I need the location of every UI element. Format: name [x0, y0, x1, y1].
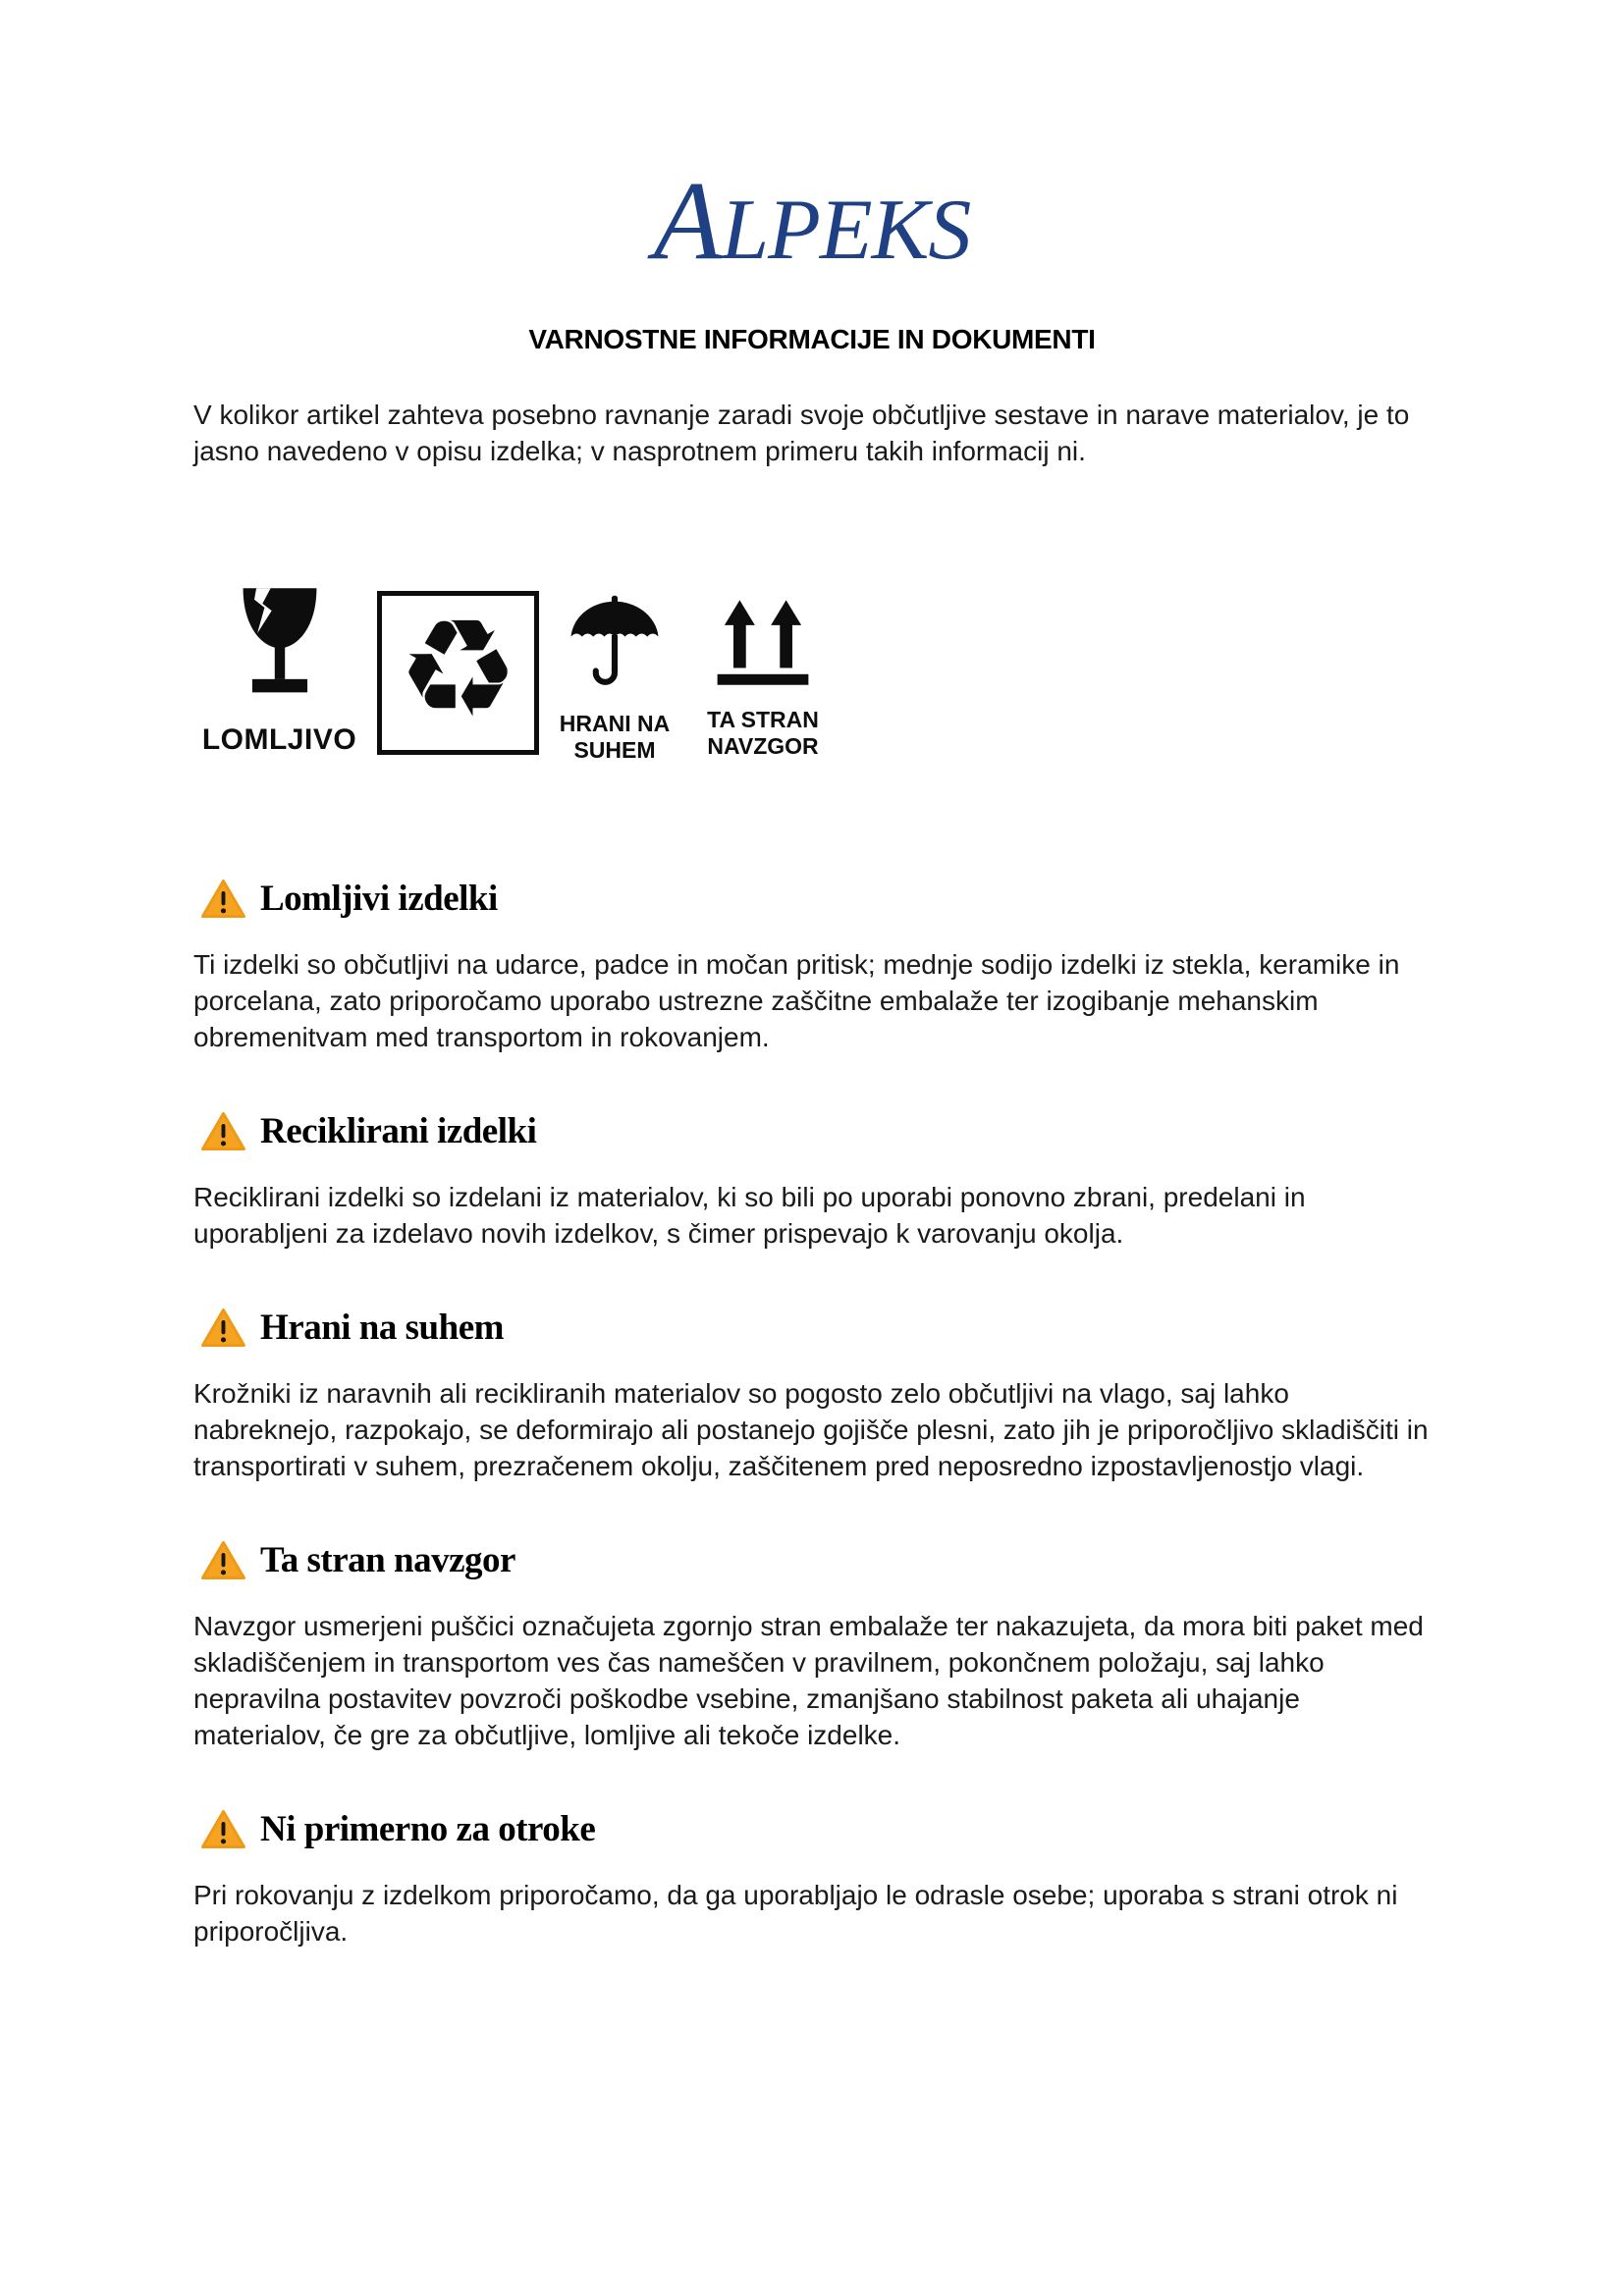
section-body: Ti izdelki so občutljivi na udarce, padce in močan pritisk; mednje sodijo izdelki iz stekla, keramike in porcelana, zato priporočamo uporabo ustrezne zaščitne embalaže ter izogibanje mehanskim obremenitvam med transportom in rokovanjem. [193, 949, 1400, 1052]
section-body: Krožniki iz naravnih ali recikliranih materialov so pogosto zelo občutljivi na vlago, saj lahko nabreknejo, razpokajo, se deformirajo ali postanejo gojišče plesni, zato jih je priporočljivo skladiščiti in transportirati v suhem, prezračenem okolju, zaščitenem pred neposredno izpostavljenostjo vlagi. [193, 1378, 1429, 1481]
section-heading-row [201, 1110, 1431, 1152]
recyclable-symbol [377, 591, 539, 755]
section-body: Reciklirani izdelki so izdelani iz materialov, ki so bili po uporabi ponovno zbrani, predelani in uporabljeni za izdelavo novih izdelkov, s čimer prispevajo k varovanju okolja. [193, 1182, 1306, 1249]
section-heading-row [201, 1539, 1431, 1581]
fragile-symbol [193, 585, 365, 757]
intro-paragraph: V kolikor artikel zahteva posebno ravnanje zaradi svoje občutljive sestave in narave materialov, je to jasno navedeno v opisu izdelka; v nasprotnem primeru takih informacij ni. [193, 400, 1410, 466]
warning-icon [201, 1111, 245, 1151]
keep-dry-label-line1: HRANI NA [559, 711, 671, 736]
section-heading: Ni primerno za otroke [260, 1809, 596, 1849]
fragile-label: LOMLJIVO [201, 723, 357, 756]
this-side-up-symbol [684, 596, 841, 760]
recycle-border-box [377, 591, 539, 755]
section-body: Navzgor usmerjeni puščici označujeta zgornjo stran embalaže ter nakazujeta, da mora biti paket med skladiščenjem in transportom ves čas nameščen v pravilnem, pokončnem položaju, saj lahko nepravilna postavitev povzroči poškodbe vsebine, zmanjšano stabilnost paketa ali uhajanje materialov, če gre za občutljive, lomljive ali tekoče izdelke. [193, 1611, 1424, 1750]
section-keep-dry [193, 1307, 1431, 1484]
section-heading-row [201, 1307, 1431, 1349]
sections [193, 878, 1431, 1949]
recycling-symbol-icon: ♻ [397, 589, 519, 748]
section-heading: Hrani na suhem [260, 1308, 504, 1348]
section-not-for-children [193, 1808, 1431, 1949]
logo-rest-letters: LPEKS [721, 183, 971, 278]
alpeks-logo [653, 158, 971, 283]
warning-icon [201, 1540, 245, 1580]
keep-dry-symbol [541, 594, 688, 764]
this-side-up-label-line1: TA STRAN [707, 707, 819, 732]
section-recycled-products [193, 1110, 1431, 1252]
section-fragile-products [193, 878, 1431, 1055]
logo-first-letter: A [653, 158, 722, 283]
section-heading: Reciklirani izdelki [260, 1111, 537, 1151]
page-title: VARNOSTNE INFORMACIJE IN DOKUMENTI [528, 324, 1096, 354]
section-heading: Lomljivi izdelki [260, 879, 498, 919]
logo-area [193, 158, 1431, 291]
section-heading: Ta stran navzgor [260, 1540, 515, 1580]
handling-symbols-row [193, 585, 1431, 764]
up-arrows-icon [714, 596, 812, 695]
umbrella-icon [568, 594, 662, 699]
this-side-up-label-line2: NAVZGOR [707, 733, 819, 759]
section-this-side-up [193, 1539, 1431, 1753]
section-heading-row [201, 1808, 1431, 1850]
keep-dry-label-line2: SUHEM [573, 737, 656, 763]
warning-icon [201, 879, 245, 919]
warning-icon [201, 1809, 245, 1849]
warning-icon [201, 1308, 245, 1348]
broken-glass-icon [229, 585, 331, 710]
section-body: Pri rokovanju z izdelkom priporočamo, da ga uporabljajo le odrasle osebe; uporaba s strani otrok ni priporočljiva. [193, 1880, 1398, 1947]
section-heading-row [201, 878, 1431, 920]
